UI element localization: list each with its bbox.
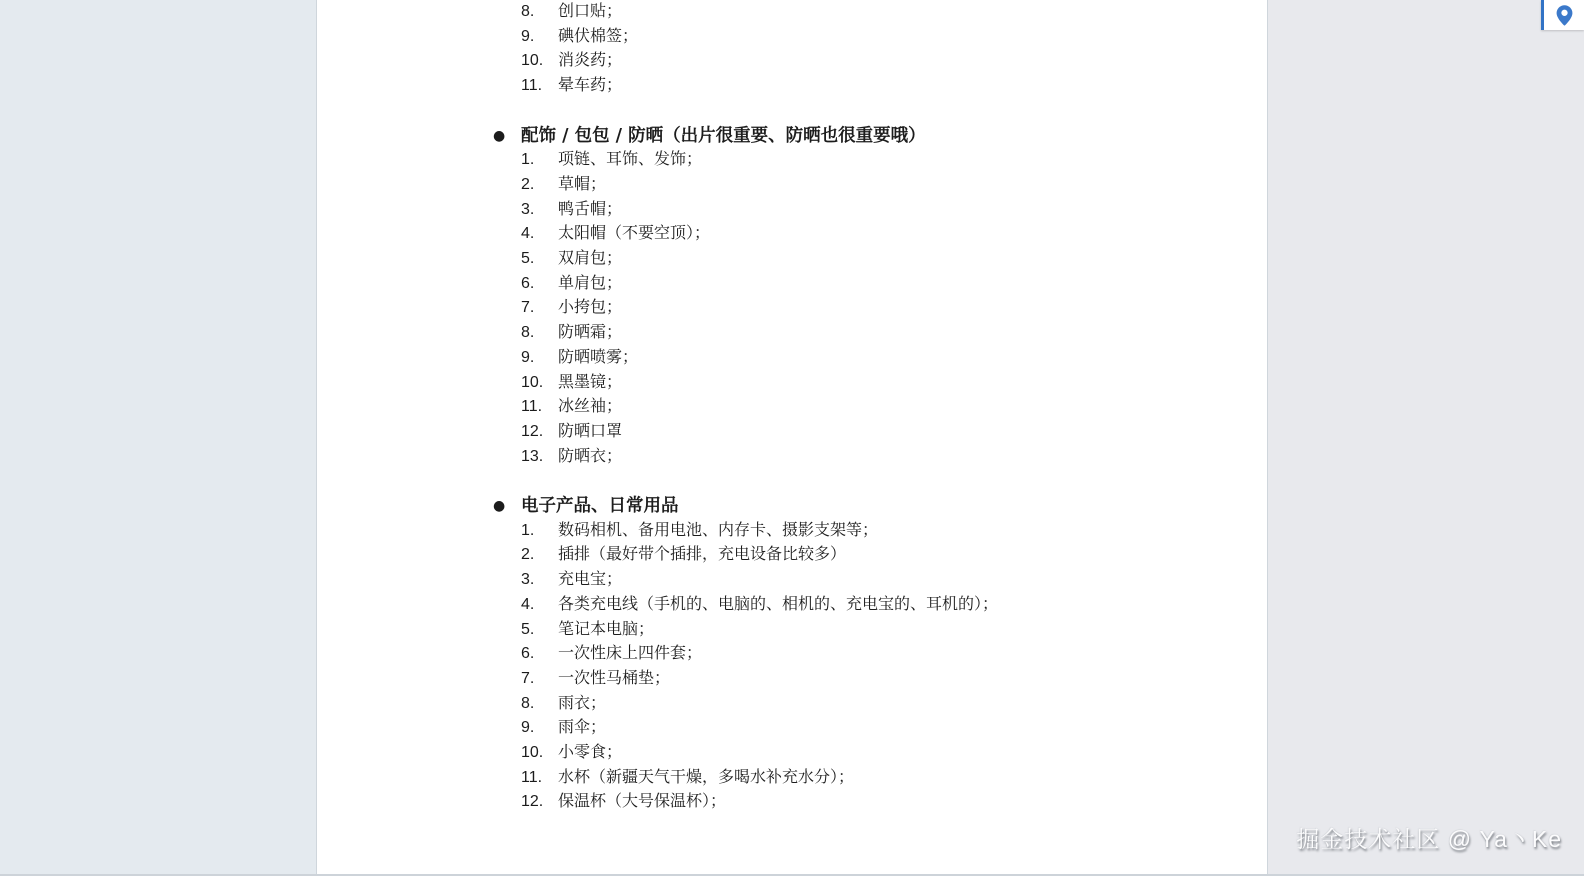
list-item-text: 太阳帽（不要空顶）；: [558, 225, 711, 243]
list-item-text: 保温杯（大号保温杯）；: [558, 793, 727, 811]
canvas-right: [1268, 0, 1584, 876]
list-item: [317, 395, 1267, 420]
list-item: [317, 420, 1267, 445]
list-item-text: 防晒口罩: [558, 422, 623, 440]
list-item: [317, 148, 1267, 173]
numbered-list-continuation: [317, 0, 1267, 99]
list-item-number: 9.: [521, 348, 535, 366]
section-header-text: 电子产品、日常用品: [521, 496, 679, 517]
list-item-text: 防晒霜；: [558, 324, 623, 342]
list-item: [317, 543, 1267, 568]
canvas-left: [0, 0, 316, 876]
list-item-number: 4.: [521, 225, 535, 243]
list-item-number: 12.: [521, 422, 544, 440]
list-item: [317, 272, 1267, 297]
list-item-text: 插排（最好带个插排，充电设备比较多）: [558, 546, 847, 564]
list-item: [317, 296, 1267, 321]
list-item: [317, 198, 1267, 223]
document-page: [316, 0, 1268, 876]
section-header-electronics: [317, 494, 1267, 519]
list-item: [317, 618, 1267, 643]
list-item-text: 防晒衣；: [558, 447, 623, 465]
list-item: [317, 790, 1267, 815]
list-item-number: 8.: [521, 694, 535, 712]
list-item: [317, 766, 1267, 791]
list-item-text: 双肩包；: [558, 250, 623, 268]
list-item-text: 冰丝袖；: [558, 398, 623, 416]
list-item-text: 一次性马桶垫；: [558, 669, 671, 687]
list-item-number: 11.: [521, 398, 543, 416]
list-item-text: 防晒喷雾；: [558, 348, 639, 366]
list-item-number: 6.: [521, 645, 535, 663]
list-item-text: 黑墨镜；: [558, 373, 623, 391]
list-item-number: 10.: [521, 744, 544, 762]
list-item-text: 水杯（新疆天气干燥，多喝水补充水分）；: [558, 768, 855, 786]
list-item: [317, 445, 1267, 470]
list-item: [317, 247, 1267, 272]
list-item-text: 小零食；: [558, 744, 623, 762]
list-item-number: 1.: [521, 521, 535, 539]
list-item-text: 各类充电线（手机的、电脑的、相机的、充电宝的、耳机的）；: [558, 595, 999, 613]
list-item-text: 消炎药；: [558, 52, 623, 70]
list-item-number: 1.: [521, 151, 535, 169]
list-item-number: 4.: [521, 595, 535, 613]
watermark: 掘金技术社区 @ Ya丶Ke: [1296, 826, 1562, 852]
bullet-icon: ●: [493, 127, 506, 144]
list-item-number: 9.: [521, 719, 535, 737]
list-item: [317, 321, 1267, 346]
list-item-number: 9.: [521, 27, 535, 45]
list-item-text: 单肩包；: [558, 274, 623, 292]
list-item: [317, 371, 1267, 396]
list-item-text: 雨衣；: [558, 694, 607, 712]
list-item: [317, 642, 1267, 667]
list-item-number: 5.: [521, 250, 535, 268]
list-item-text: 草帽；: [558, 175, 607, 193]
list-item-text: 晕车药；: [558, 77, 623, 95]
section-header-accessories: [317, 124, 1267, 149]
list-item-text: 雨伞；: [558, 719, 607, 737]
list-item: [317, 25, 1267, 50]
list-item-number: 10.: [521, 373, 544, 391]
list-item-number: 6.: [521, 274, 535, 292]
section-header-text: 配饰 / 包包 / 防晒（出片很重要、防晒也很重要哦）: [521, 125, 926, 146]
list-item-text: 充电宝；: [558, 571, 623, 589]
list-item-number: 10.: [521, 52, 544, 70]
list-item-number: 2.: [521, 546, 535, 564]
list-item: [317, 222, 1267, 247]
list-item: [317, 741, 1267, 766]
list-item: [317, 49, 1267, 74]
list-item-number: 7.: [521, 299, 535, 317]
list-item-text: 笔记本电脑；: [558, 620, 655, 638]
list-item-number: 8.: [521, 3, 535, 20]
list-item-number: 8.: [521, 324, 535, 342]
list-item-number: 3.: [521, 200, 535, 218]
list-item-text: 数码相机、备用电池、内存卡、摄影支架等；: [558, 521, 879, 539]
list-item-number: 12.: [521, 793, 544, 811]
list-item-number: 3.: [521, 571, 535, 589]
list-item: [317, 593, 1267, 618]
list-item-number: 13.: [521, 447, 544, 465]
list-item: [317, 173, 1267, 198]
list-item: [317, 692, 1267, 717]
list-item: [317, 74, 1267, 99]
list-item: [317, 0, 1267, 25]
numbered-list-electronics: [317, 519, 1267, 815]
list-item-text: 鸭舌帽；: [558, 200, 623, 218]
list-item-number: 11.: [521, 77, 543, 95]
annotation-pin-marker[interactable]: [1541, 0, 1584, 30]
list-item-number: 11.: [521, 768, 543, 786]
list-item-number: 5.: [521, 620, 535, 638]
document-content: [317, 0, 1267, 815]
list-item: [317, 716, 1267, 741]
list-item-text: 碘伏棉签；: [558, 27, 639, 45]
list-item-text: 小挎包；: [558, 299, 623, 317]
list-item-text: 创口贴；: [558, 3, 623, 20]
list-item: [317, 667, 1267, 692]
list-item: [317, 519, 1267, 544]
bullet-icon: ●: [493, 498, 506, 515]
numbered-list-accessories: [317, 148, 1267, 469]
list-item-text: 项链、耳饰、发饰；: [558, 151, 703, 169]
list-item: [317, 346, 1267, 371]
list-item-number: 7.: [521, 669, 535, 687]
list-item-text: 一次性床上四件套；: [558, 645, 703, 663]
list-item: [317, 568, 1267, 593]
location-pin-icon: [1555, 4, 1574, 27]
list-item-number: 2.: [521, 175, 535, 193]
